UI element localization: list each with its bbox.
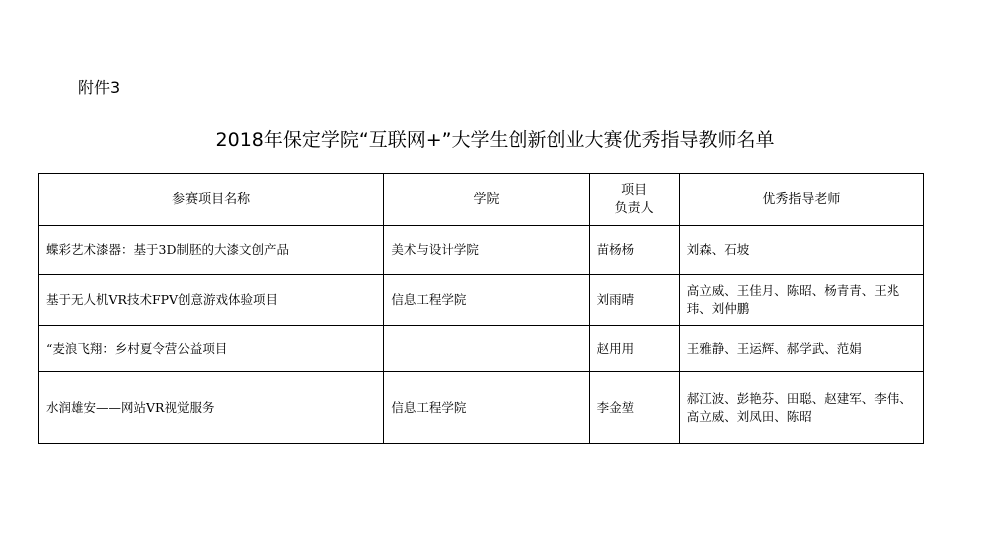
header-project: 参赛项目名称	[39, 174, 384, 226]
table-row	[39, 326, 924, 372]
cell-advisors: 郝江波、彭艳芬、田聪、赵建军、李伟、高立威、刘凤田、陈昭	[679, 372, 923, 444]
document-title: 2018年保定学院“互联网+”大学生创新创业大赛优秀指导教师名单	[215, 129, 775, 151]
table-row	[39, 226, 924, 275]
header-leader-line1: 项目	[621, 182, 648, 198]
cell-advisors: 刘森、石坡	[679, 226, 923, 275]
table-row	[39, 372, 924, 444]
cell-college	[384, 326, 589, 372]
header-leader	[589, 174, 679, 226]
table-header-row	[39, 174, 924, 226]
cell-college: 信息工程学院	[384, 275, 589, 326]
attachment-label: 附件3	[78, 78, 121, 97]
cell-leader: 赵用用	[589, 326, 679, 372]
cell-leader: 刘雨晴	[589, 275, 679, 326]
cell-project: “麦浪飞翔：乡村夏令营公益项目	[39, 326, 384, 372]
cell-project: 水润雄安——网站VR视觉服务	[39, 372, 384, 444]
advisor-table	[38, 173, 924, 444]
cell-leader: 苗杨杨	[589, 226, 679, 275]
cell-leader: 李金堃	[589, 372, 679, 444]
cell-college: 美术与设计学院	[384, 226, 589, 275]
header-leader-line2: 负责人	[614, 200, 654, 216]
cell-project: 基于无人机VR技术FPV创意游戏体验项目	[39, 275, 384, 326]
cell-advisors: 王雅静、王运辉、郝学武、范娟	[679, 326, 923, 372]
table-row	[39, 275, 924, 326]
header-college: 学院	[384, 174, 589, 226]
cell-advisors: 高立威、王佳月、陈昭、杨青青、王兆玮、刘仲鹏	[679, 275, 923, 326]
cell-college: 信息工程学院	[384, 372, 589, 444]
header-advisors: 优秀指导老师	[679, 174, 923, 226]
cell-project: 蝶彩艺术漆器：基于3D制胚的大漆文创产品	[39, 226, 384, 275]
